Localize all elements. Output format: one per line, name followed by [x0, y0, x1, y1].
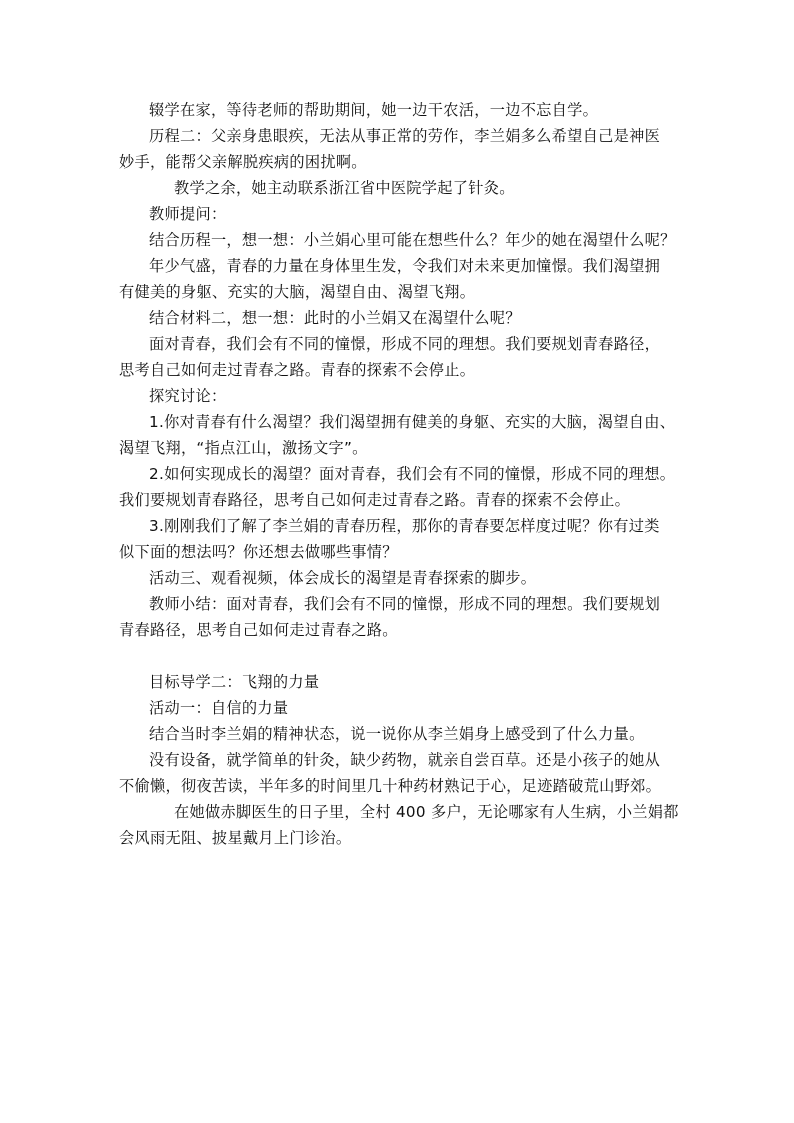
paragraph-line: 结合历程一，想一想：小兰娟心里可能在想些什么？年少的她在渴望什么呢？: [149, 231, 676, 249]
paragraph-line: 结合当时李兰娟的精神状态，说一说你从李兰娟身上感受到了什么力量。: [149, 725, 645, 743]
document-body: [119, 97, 679, 851]
paragraph-line: 历程二：父亲身患眼疾，无法从事正常的劳作，李兰娟多么希望自己是神医: [149, 127, 661, 145]
paragraph-line: 活动三、观看视频，体会成长的渴望是青春探索的脚步。: [149, 569, 537, 587]
paragraph-line: 会风雨无阻、披星戴月上门诊治。: [119, 829, 352, 847]
paragraph-line: 妙手，能帮父亲解脱疾病的困扰啊。: [119, 153, 367, 171]
paragraph-line: 思考自己如何走过青春之路。青春的探索不会停止。: [119, 361, 476, 379]
paragraph-line: 教学之余，她主动联系浙江省中医院学起了针灸。: [174, 179, 515, 197]
paragraph-line: 结合材料二，想一想：此时的小兰娟又在渴望什么呢？: [149, 309, 521, 327]
paragraph-line: 活动一：自信的力量: [149, 699, 289, 717]
paragraph-line: 渴望飞翔，“指点江山，激扬文字”。: [119, 439, 368, 457]
paragraph-line: 1.你对青春有什么渴望？我们渴望拥有健美的身躯、充实的大脑，渴望自由、: [149, 413, 676, 431]
paragraph-line: 面对青春，我们会有不同的憧憬，形成不同的理想。我们要规划青春路径，: [149, 335, 661, 353]
paragraph-line: 我们要规划青春路径，思考自己如何走过青春之路。青春的探索不会停止。: [119, 491, 631, 509]
blank-line: [119, 643, 679, 669]
paragraph-line: 青春路径，思考自己如何走过青春之路。: [119, 621, 398, 639]
section-heading: 目标导学二：飞翔的力量: [149, 673, 320, 691]
paragraph-line: 年少气盛，青春的力量在身体里生发，令我们对未来更加憧憬。我们渴望拥: [149, 257, 661, 275]
paragraph-line: 不偷懒，彻夜苦读，半年多的时间里几十种药材熟记于心，足迹踏破荒山野郊。: [119, 777, 662, 795]
paragraph-line: 3.刚刚我们了解了李兰娟的青春历程，那你的青春要怎样度过呢？你有过类: [149, 517, 660, 535]
paragraph-line: 没有设备，就学简单的针灸，缺少药物，就亲自尝百草。还是小孩子的她从: [149, 751, 661, 769]
paragraph-line: 教师提问：: [149, 205, 227, 223]
paragraph-line: 似下面的想法吗？你还想去做哪些事情？: [119, 543, 398, 561]
paragraph-line: 有健美的身躯、充实的大脑，渴望自由、渴望飞翔。: [119, 283, 476, 301]
paragraph-line: 在她做赤脚医生的日子里，全村 400 多户，无论哪家有人生病，小兰娟都: [174, 803, 679, 821]
paragraph-line: 2.如何实现成长的渴望？面对青春，我们会有不同的憧憬，形成不同的理想。: [149, 465, 676, 483]
paragraph-line: 辍学在家，等待老师的帮助期间，她一边干农活，一边不忘自学。: [149, 101, 599, 119]
paragraph-line: 教师小结：面对青春，我们会有不同的憧憬，形成不同的理想。我们要规划: [149, 595, 661, 613]
paragraph-line: 探究讨论：: [149, 387, 227, 405]
